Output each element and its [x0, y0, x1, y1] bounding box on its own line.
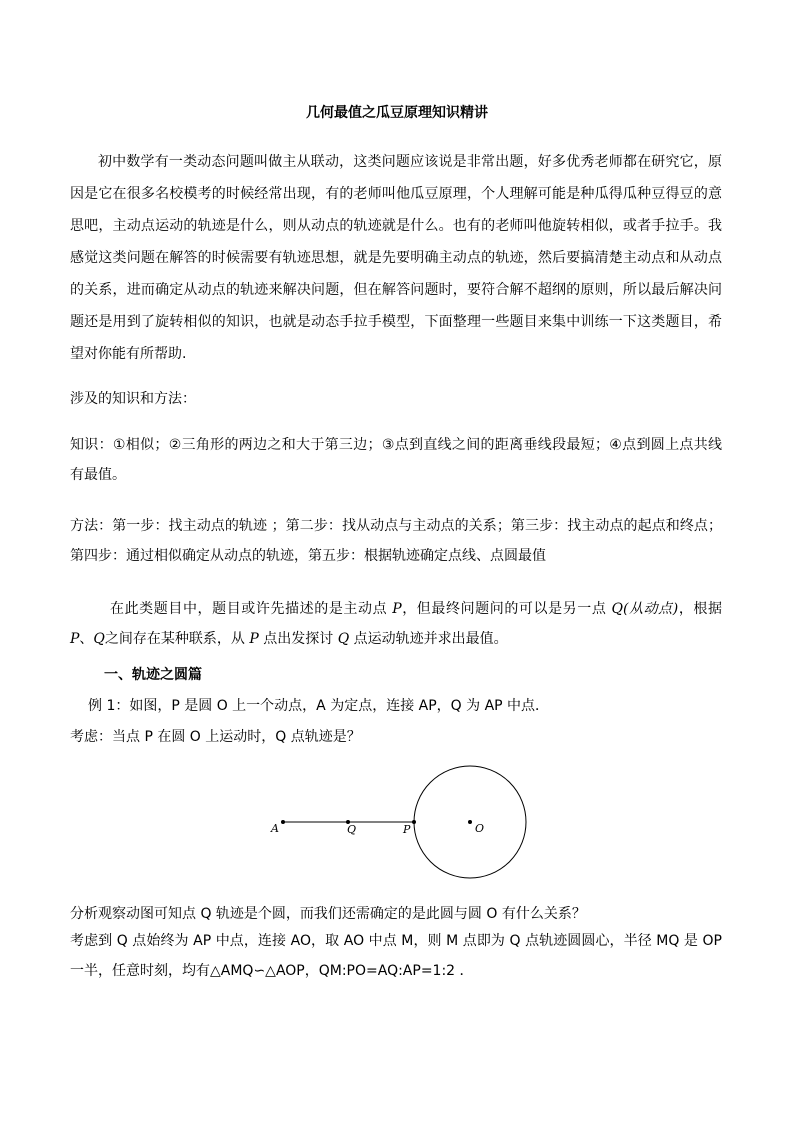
analysis-line-1: 分析观察动图可知点 Q 轨迹是个圆，而我们还需确定的是此圆与圆 O 有什么关系？ — [70, 906, 586, 922]
section-heading: 一、轨迹之圆篇 — [104, 667, 202, 683]
main-follower-paragraph: 在此类题目中，题目或许先描述的是主动点 P，但最终问题问的可以是另一点 Q(从动点)，根据 P、Q之间存在某种联系，从 P 点出发探讨 Q 点运动轨迹并求出最值。 — [70, 601, 723, 647]
example-1-statement: 例 1：如图，P 是圆 O 上一个动点，A 为定点，连接 AP，Q 为 AP 中点． — [88, 698, 550, 714]
analysis-paragraph-2: 考虑到 Q 点始终为 AP 中点，连接 AO，取 AO 中点 M，则 M 点即为 Q 点轨迹圆圆心，半径 MQ 是 OP 一半，任意时刻，均有△AMQ∽△AOP，QM:PO=AQ:AP=1:2 ． — [70, 933, 722, 979]
point-o — [468, 820, 472, 824]
label-o: O — [475, 822, 485, 835]
point-a — [281, 820, 285, 824]
intro-paragraph: 初中数学有一类动态问题叫做主从联动，这类问题应该说是非常出题，好多优秀老师都在研究它，原因是它在很多名校模考的时候经常出现，有的老师叫他瓜豆原理，个人理解可能是种瓜得瓜种豆得豆的意思吧，主动点运动的轨迹是什么，则从动点的轨迹就是什么。也有的老师叫他旋转相似，或者手拉手。我感觉这类问题在解答的时候需要有轨迹思想，就是先要明确主动点的轨迹，然后要搞清楚主动点和从动点的关系，进而确定从动点的轨迹来解决问题，但在解答问题时，要符合解不超纲的原则，所以最后解决问题还是用到了旋转相似的知识，也就是动态手拉手模型，下面整理一些题目来集中训练一下这类题目，希望对你能有所帮助. — [70, 154, 722, 362]
method-paragraph: 方法：第一步：找主动点的轨迹 ；第二步：找从动点与主动点的关系；第三步：找主动点的起点和终点；第四步：通过相似确定从动点的轨迹，第五步：根据轨迹确定点线、点圆最值 — [70, 518, 722, 564]
methods-heading: 涉及的知识和方法： — [70, 391, 196, 407]
document-title: 几何最值之瓜豆原理知识精讲 — [306, 105, 488, 121]
label-p: P — [403, 823, 411, 836]
knowledge-paragraph: 知识：①相似；②三角形的两边之和大于第三边；③点到直线之间的距离垂线段最短；④点到圆上点共线有最值。 — [70, 437, 722, 483]
label-a: A — [271, 822, 279, 835]
label-q: Q — [347, 823, 357, 836]
example-1-question: 考虑：当点 P 在圆 O 上运动时，Q 点轨迹是？ — [70, 729, 361, 745]
point-p — [412, 820, 416, 824]
